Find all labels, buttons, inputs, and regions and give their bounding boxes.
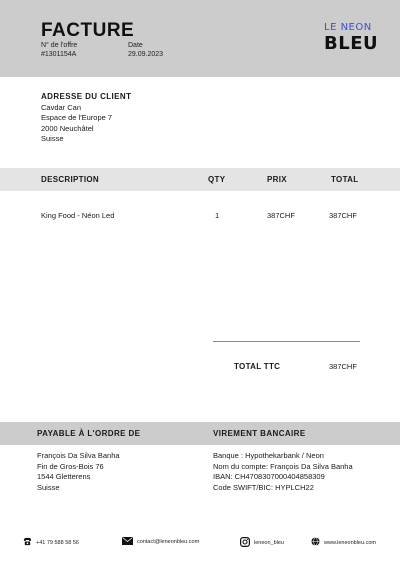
- client-address-line: Espace de l'Europe 7: [41, 113, 113, 123]
- item-total: 387CHF: [329, 211, 357, 220]
- total-ttc-value: 387CHF: [329, 362, 357, 371]
- footer-website-text[interactable]: www.leneonbleu.com: [324, 539, 376, 546]
- footer-email-text[interactable]: contact@leneonbleu.com: [137, 539, 200, 545]
- globe-icon: [311, 537, 320, 548]
- payee-details: [37, 451, 120, 493]
- item-price: 387CHF: [267, 211, 295, 220]
- client-address-line: Cavdar Can: [41, 103, 82, 112]
- footer-website[interactable]: [311, 537, 376, 548]
- logo-bottom-text: BLEU: [324, 33, 379, 54]
- item-qty: 1: [215, 211, 220, 220]
- bank-line: IBAN: CH4708307000404858309: [213, 472, 325, 482]
- column-header-description: DESCRIPTION: [41, 175, 99, 184]
- bank-line: Code SWIFT/BIC: HYPLCH22: [213, 482, 314, 492]
- bank-line: Nom du compte: François Da Silva Banha: [213, 461, 353, 471]
- date-value: 29.09.2023: [128, 51, 164, 58]
- phone-icon: [23, 537, 32, 548]
- bank-line: Banque : Hypothekarbank / Neon: [213, 451, 324, 460]
- payee-line: Suisse: [37, 482, 60, 492]
- logo-top-text: LE NEON: [324, 22, 372, 33]
- client-address-heading: ADRESSE DU CLIENT: [41, 92, 132, 101]
- item-description: King Food - Néon Led: [41, 211, 115, 220]
- payee-heading: PAYABLE À L'ORDRE DE: [37, 429, 141, 438]
- footer-instagram[interactable]: [240, 537, 284, 549]
- payee-line: Fin de Gros-Bois 76: [37, 461, 104, 471]
- column-header-price: PRIX: [267, 175, 287, 184]
- payee-line: François Da Silva Banha: [37, 451, 120, 460]
- date-label: Date: [128, 42, 143, 49]
- total-divider: [213, 341, 360, 342]
- offer-number-label: N° de l'offre: [41, 42, 78, 49]
- document-title: FACTURE: [41, 20, 135, 41]
- bank-details: [213, 451, 353, 493]
- offer-number: #1301154A: [41, 51, 77, 58]
- client-address: [41, 103, 112, 144]
- mail-icon: [122, 537, 133, 547]
- footer-email[interactable]: [122, 537, 199, 547]
- column-header-qty: QTY: [208, 175, 226, 184]
- total-ttc-label: TOTAL TTC: [234, 362, 281, 371]
- footer-phone-text: +41 79 588 58 56: [36, 539, 79, 546]
- payee-line: 1544 Gletterens: [37, 472, 91, 482]
- instagram-icon: [240, 537, 250, 549]
- footer-phone: [23, 537, 79, 548]
- column-header-total: TOTAL: [331, 175, 359, 184]
- footer-instagram-text[interactable]: leneon_bleu: [254, 540, 284, 546]
- client-address-line: 2000 Neuchâtel: [41, 123, 94, 133]
- client-address-line: Suisse: [41, 133, 64, 143]
- bank-transfer-heading: VIREMENT BANCAIRE: [213, 429, 306, 438]
